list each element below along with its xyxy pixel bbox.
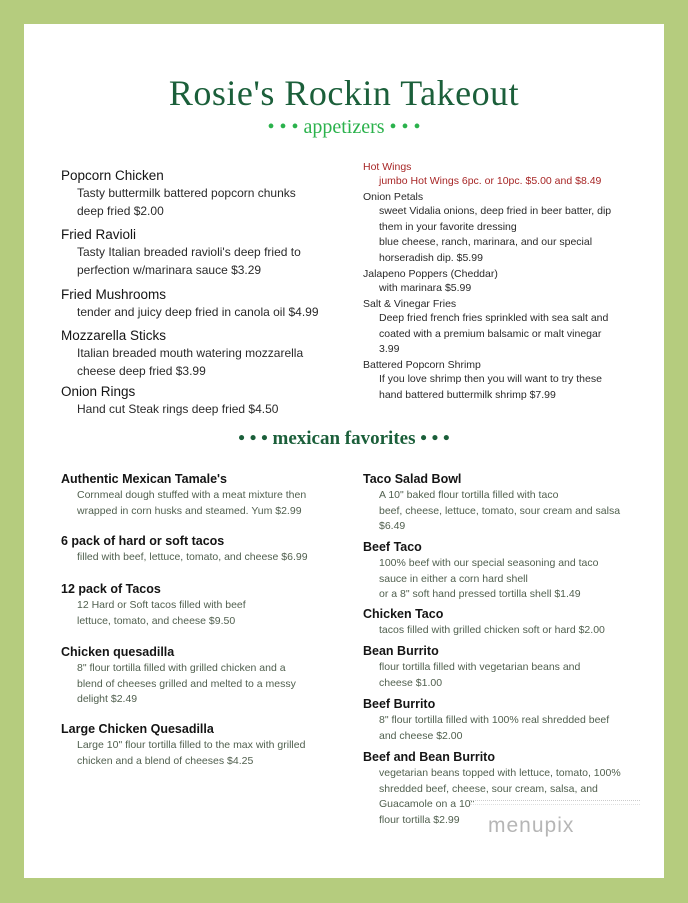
item-name: Beef Burrito xyxy=(363,697,436,711)
menu-item xyxy=(363,160,601,190)
item-name: Mozzarella Sticks xyxy=(61,328,167,343)
menu-item xyxy=(61,533,308,566)
menu-item xyxy=(61,383,278,418)
item-name: Fried Mushrooms xyxy=(61,287,167,302)
item-desc: delight $2.49 xyxy=(77,693,138,705)
item-desc: beef, cheese, lettuce, tomato, sour cream and salsa xyxy=(379,504,621,517)
menu-page xyxy=(24,24,664,878)
item-desc: wrapped in corn husks and steamed. Yum $2.99 xyxy=(77,504,302,517)
item-desc: Tasty buttermilk battered popcorn chunks xyxy=(77,186,296,200)
item-name: Chicken quesadilla xyxy=(61,645,175,659)
item-desc: with marinara $5.99 xyxy=(379,282,472,294)
item-desc: horseradish dip. $5.99 xyxy=(379,251,483,264)
menu-item xyxy=(363,539,598,603)
item-desc: perfection w/marinara sauce $3.29 xyxy=(77,263,262,277)
item-desc: deep fried $2.00 xyxy=(77,204,164,218)
item-desc: tender and juicy deep fried in canola oil $4.99 xyxy=(77,305,319,319)
item-name: Salt & Vinegar Fries xyxy=(363,298,457,310)
menu-item xyxy=(61,226,301,279)
mexican-heading: • • • mexican favorites • • • xyxy=(238,428,450,449)
item-name: Jalapeno Poppers (Cheddar) xyxy=(363,268,498,280)
menu-item xyxy=(363,358,602,403)
item-desc: coated with a premium balsamic or malt vinegar xyxy=(379,327,602,340)
item-name: Popcorn Chicken xyxy=(61,168,164,183)
item-desc: and cheese $2.00 xyxy=(379,729,463,742)
item-desc: flour tortilla $2.99 xyxy=(379,813,460,826)
item-desc: blue cheese, ranch, marinara, and our special xyxy=(379,236,593,248)
menu-item xyxy=(61,721,305,769)
menu-item xyxy=(61,286,319,321)
item-name: Beef and Bean Burrito xyxy=(363,750,495,764)
menu-item xyxy=(363,190,611,266)
item-desc: lettuce, tomato, and cheese $9.50 xyxy=(77,614,236,627)
item-desc: cheese deep fried $3.99 xyxy=(77,364,206,378)
menu-item xyxy=(363,471,620,535)
appetizers-heading: • • • appetizers • • • xyxy=(267,116,421,138)
item-desc: If you love shrimp then you will want to try these xyxy=(379,373,602,385)
item-desc: 8" flour tortilla filled with 100% real shredded beef xyxy=(379,714,610,726)
item-name: Onion Petals xyxy=(363,191,424,203)
item-name: Onion Rings xyxy=(61,384,136,399)
item-desc: Italian breaded mouth watering mozzarella xyxy=(77,346,304,360)
item-desc: cheese $1.00 xyxy=(379,676,443,689)
item-name: Bean Burrito xyxy=(363,644,439,658)
menu-item xyxy=(363,643,580,691)
menu-item xyxy=(363,267,498,297)
item-name: Fried Ravioli xyxy=(61,227,137,242)
menu-item xyxy=(363,297,608,358)
item-name: Battered Popcorn Shrimp xyxy=(363,359,481,371)
item-name: Taco Salad Bowl xyxy=(363,472,462,486)
item-desc: Guacamole on a 10" xyxy=(379,798,475,810)
item-desc: them in your favorite dressing xyxy=(379,220,517,233)
menu-item xyxy=(61,327,303,380)
item-desc: hand battered buttermilk shrimp $7.99 xyxy=(379,388,556,401)
menu-item xyxy=(363,696,609,744)
item-desc: shredded beef, cheese, sour cream, salsa, and xyxy=(379,782,598,795)
item-desc: filled with beef, lettuce, tomato, and cheese $6.99 xyxy=(77,551,308,563)
item-desc: Hand cut Steak rings deep fried $4.50 xyxy=(77,402,279,416)
item-desc: tacos filled with grilled chicken soft or hard $2.00 xyxy=(379,624,605,636)
item-desc: blend of cheeses grilled and melted to a messy xyxy=(77,677,296,690)
item-desc: 100% beef with our special seasoning and taco xyxy=(379,557,599,569)
item-desc: sauce in either a corn hard shell xyxy=(379,572,528,585)
item-desc: Large 10" flour tortilla filled to the max with grilled xyxy=(77,739,306,751)
item-name: Hot Wings xyxy=(363,161,412,173)
item-desc: Tasty Italian breaded ravioli's deep fried to xyxy=(77,245,301,259)
menu-item xyxy=(61,581,246,629)
item-desc: Deep fried french fries sprinkled with sea salt and xyxy=(379,312,609,324)
item-desc: Cornmeal dough stuffed with a meat mixture then xyxy=(77,489,307,501)
item-desc: vegetarian beans topped with lettuce, tomato, 100% xyxy=(379,767,621,779)
item-desc: sweet Vidalia onions, deep fried in beer batter, dip xyxy=(379,205,612,217)
item-desc: or a 8" soft hand pressed tortilla shell $1.49 xyxy=(379,588,581,600)
item-desc: chicken and a blend of cheeses $4.25 xyxy=(77,754,254,767)
item-desc: 12 Hard or Soft tacos filled with beef xyxy=(77,599,246,611)
menu-item xyxy=(61,644,296,708)
item-desc: 8" flour tortilla filled with grilled chicken and a xyxy=(77,662,286,674)
item-desc: A 10" baked flour tortilla filled with taco xyxy=(379,489,559,501)
item-desc: $6.49 xyxy=(379,520,406,532)
item-desc: flour tortilla filled with vegetarian beans and xyxy=(379,661,581,673)
item-name: Chicken Taco xyxy=(363,607,444,621)
item-name: Large Chicken Quesadilla xyxy=(61,722,214,736)
item-name: Beef Taco xyxy=(363,540,422,554)
item-name: Authentic Mexican Tamale's xyxy=(61,472,227,486)
item-name: 12 pack of Tacos xyxy=(61,582,161,596)
menu-item xyxy=(61,167,296,220)
item-name: 6 pack of hard or soft tacos xyxy=(61,534,225,548)
menu-item xyxy=(61,471,306,519)
page-title: Rosie's Rockin Takeout xyxy=(168,73,520,113)
watermark-line xyxy=(470,800,640,805)
item-desc: jumbo Hot Wings 6pc. or 10pc. $5.00 and $8.49 xyxy=(379,175,602,187)
watermark-logo: menupix xyxy=(488,814,575,837)
menu-item xyxy=(363,606,605,639)
item-desc: 3.99 xyxy=(379,343,400,355)
